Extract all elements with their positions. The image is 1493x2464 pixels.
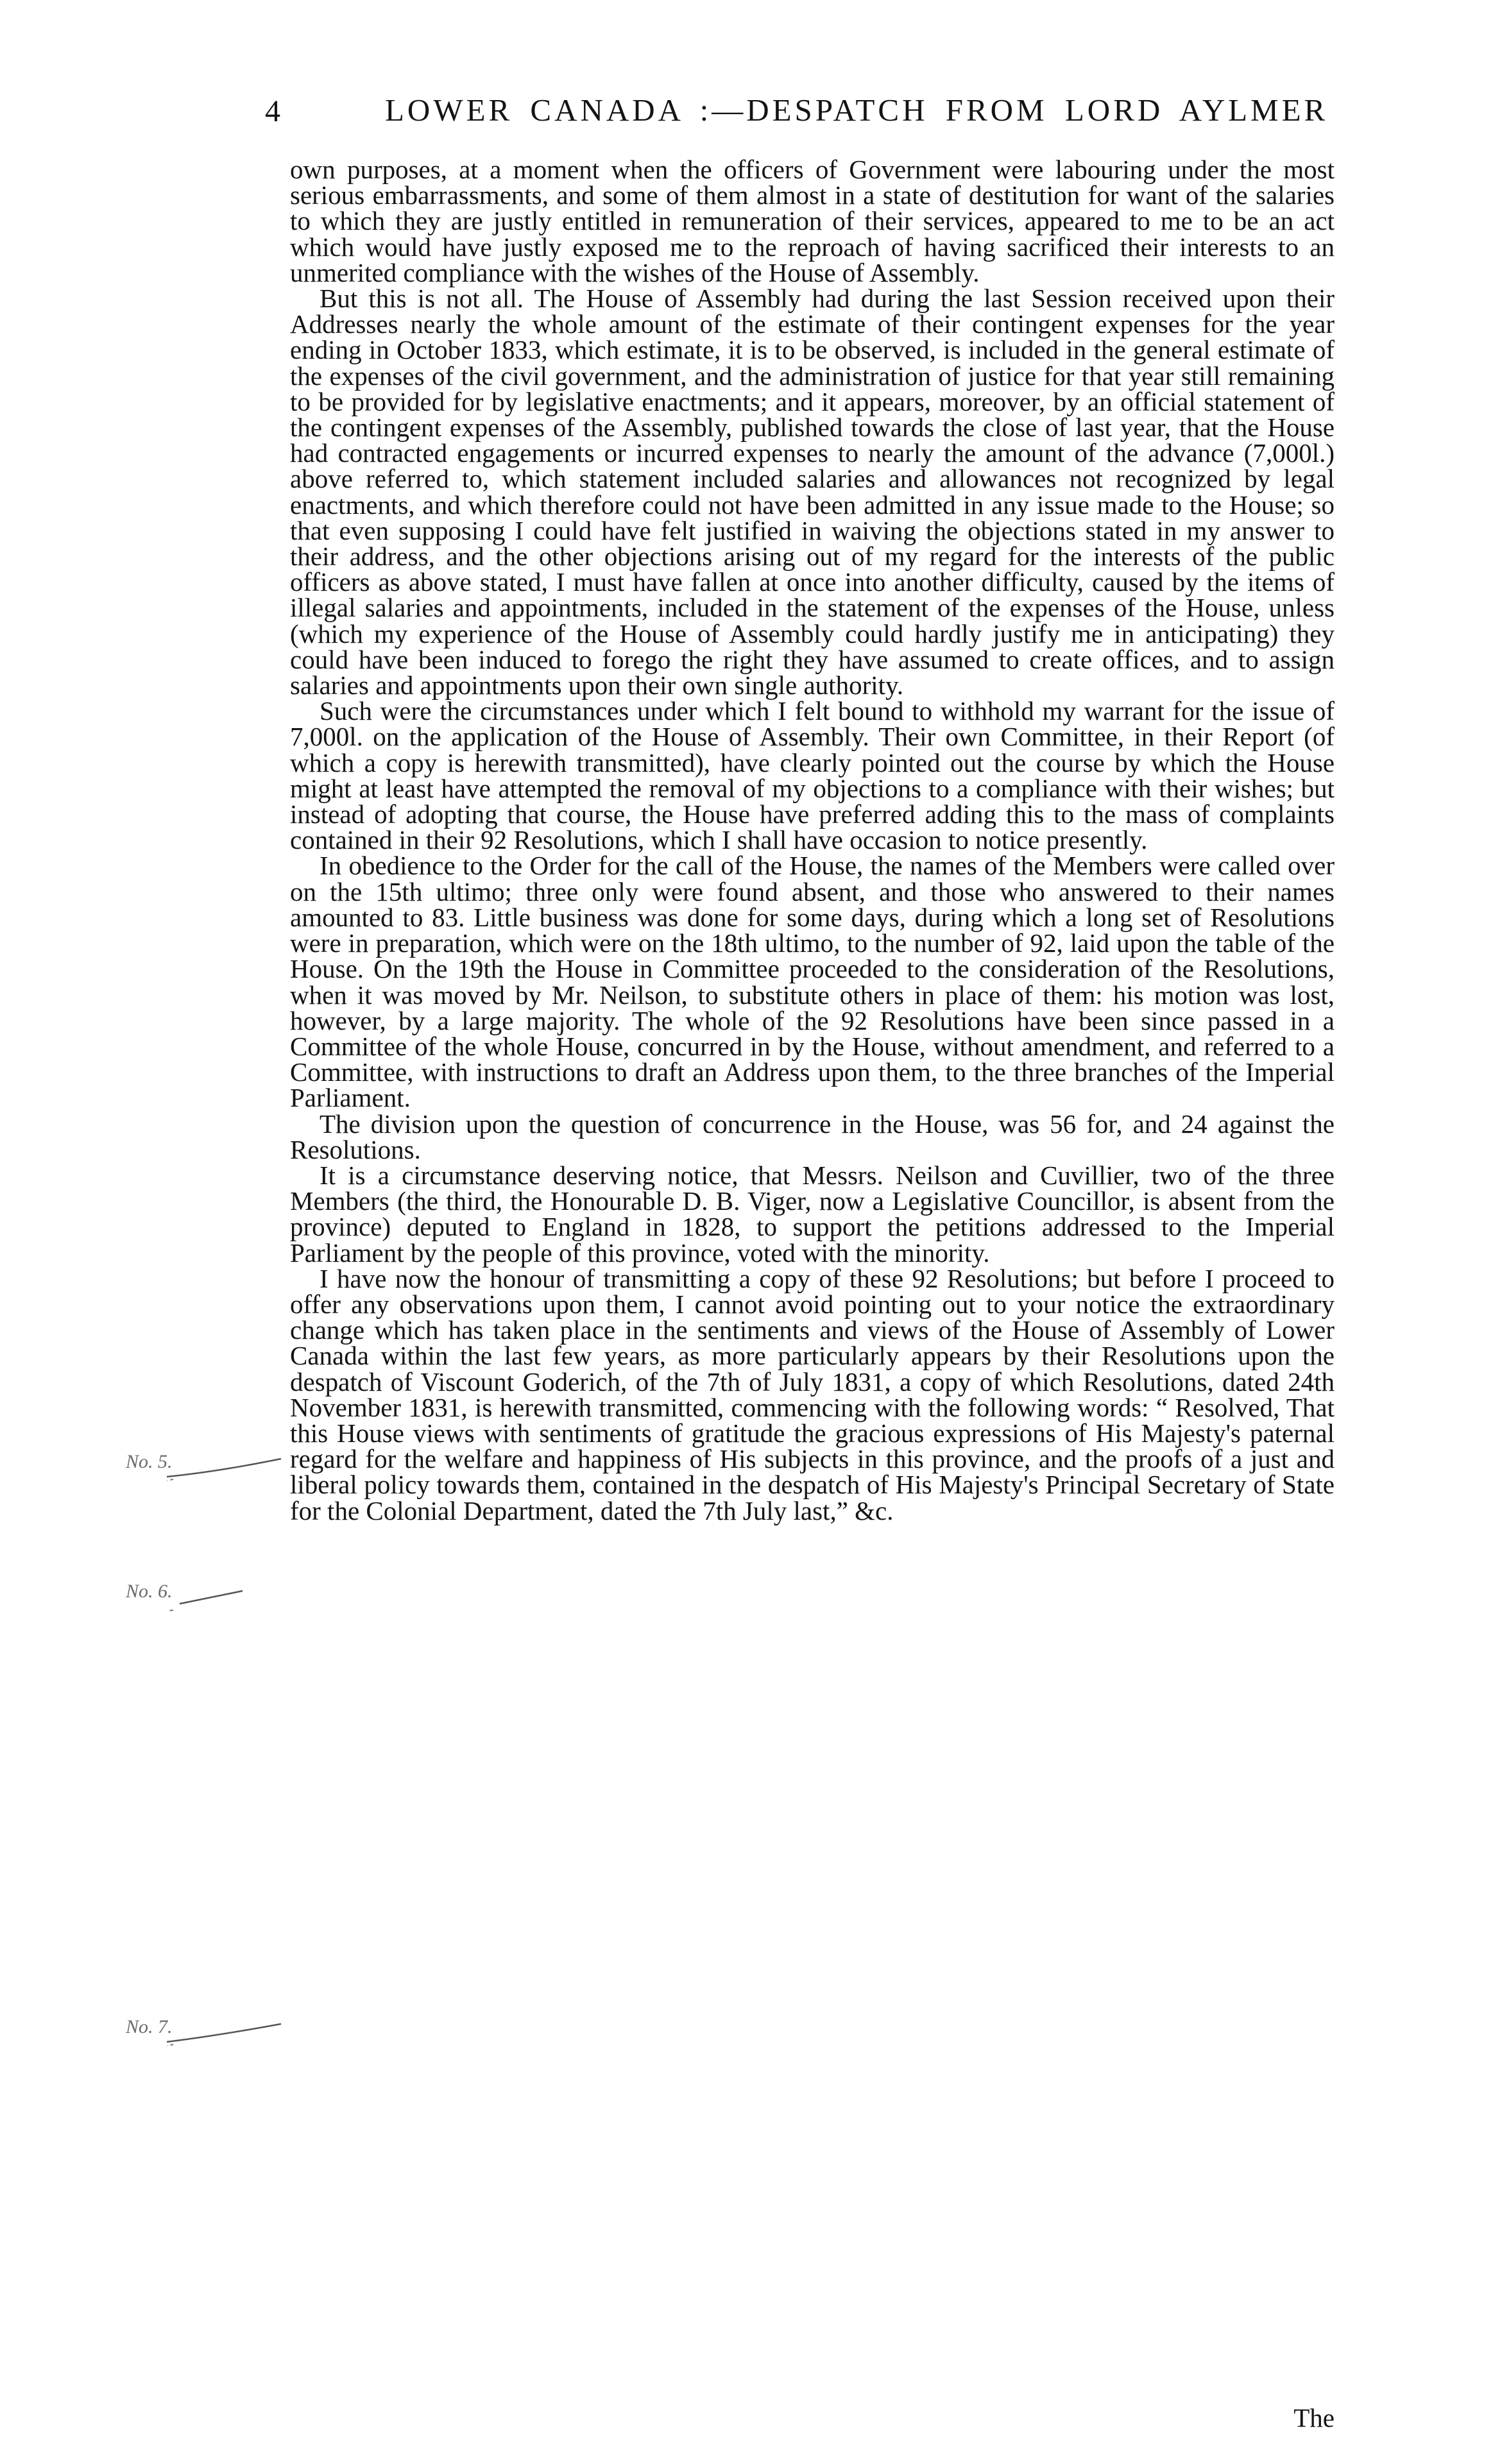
paragraph: I have now the honour of transmitting a copy of these 92 Resolutions; but before I proceed to offer any observations upon them, I cannot avoid pointing out to your notice the extraordinary change which has taken place in the sentiments and views of the House of Assembly of Lower Canada within the last few years, as more particularly appears by their Resolutions upon the despatch of Viscount Goderich, of the 7th of July 1831, a copy of which Resolutions, dated 24th November 1831, is herewith transmitted, commencing with the following words: “ Resolved, That this House views with sentiments of gratitude the gracious expressions of His Majesty's paternal regard for the welfare and happiness of His subjects in this province, and the proofs of a just and liberal policy towards them, contained in the despatch of His Majesty's Principal Secretary of State for the Colonial Department, dated the 7th July last,” &c.: [290, 1263, 1335, 1525]
margin-note-label: No. 6.: [126, 1581, 173, 1602]
margin-leader-line: [167, 1457, 282, 1486]
paragraph: It is a circumstance deserving notice, that Messrs. Neilson and Cuvillier, two of the three Members (the third, the Honourable D. B. Viger, now a Legislative Councillor, is absent from the province) deputed to England in 1828, to support the petitions addressed to the Imperial Parliament by the people of this province, voted with the minority.: [290, 1160, 1335, 1268]
paragraph: But this is not all. The House of Assembly had during the last Session received upon their Addresses nearly the whole amount of the estimate of their contingent expenses for the year ending in October 1833, which estimate, it is to be observed, is included in the general estimate of the expenses of the civil government, and the administration of justice for that year still remaining to be provided for by legislative enactments; and it appears, moreover, by an official statement of the contingent expenses of the Assembly, published towards the close of last year, that the House had contracted engagements or incurred expenses to nearly the amount of the advance (7,000l.) above referred to, which statement included salaries and allowances not recognized by legal enactments, and which therefore could not have been admitted in any issue made to the House; so that even supposing I could have felt justified in waiving the objections stated in my answer to their address, and the other objections arising out of my regard for the interests of the public officers as above stated, I must have fallen at once into another difficulty, caused by the items of illegal salaries and appointments, included in the statement of the expenses of the House, unless (which my experience of the House of Assembly could hardly justify me in anticipating) they could have been induced to forego the right they have assumed to create offices, and to assign salaries and appointments upon their own single authority.: [290, 284, 1335, 701]
body-text: [290, 157, 1335, 1524]
paragraph: own purposes, at a moment when the officers of Government were labouring under the most serious embarrassments, and some of them almost in a state of destitution for want of the salaries to which they are justly entitled in remuneration of their services, appeared to me to be an act which would have justly exposed me to the reproach of having sacrificed their interests to an unmerited compliance with the wishes of the House of Assembly.: [290, 155, 1335, 287]
margin-leader-line: [167, 2023, 282, 2051]
running-head: LOWER CANADA :—DESPATCH FROM LORD AYLMER: [385, 92, 1329, 128]
paragraph: Such were the circumstances under which I felt bound to withhold my warrant for the issue of 7,000l. on the application of the House of Assembly. Their own Committee, in their Report (of which a copy is herewith transmitted), have clearly pointed out the course by which the House might at least have attempted the removal of my objections to a compliance with their wishes; but instead of adopting that course, the House have preferred adding this to the mass of complaints contained in their 92 Resolutions, which I shall have occasion to notice presently.: [290, 696, 1335, 855]
paragraph: In obedience to the Order for the call of the House, the names of the Members were called over on the 15th ultimo; three only were found absent, and those who answered to their names amounted to 83. Little business was done for some days, during which a long set of Resolutions were in preparation, which were on the 18th ultimo, to the number of 92, laid upon the table of the House. On the 19th the House in Committee proceeded to the consideration of the Resolutions, when it was moved by Mr. Neilson, to substitute others in place of them: his motion was lost, however, by a large majority. The whole of the 92 Resolutions have been since passed in a Committee of the whole House, concurred in by the House, without amendment, and referred to a Committee, with instructions to draft an Address upon them, to the three branches of the Imperial Parliament.: [290, 851, 1335, 1113]
margin-note: [126, 1451, 173, 1473]
margin-leader-line: [167, 1587, 282, 1615]
margin-note-label: No. 5.: [126, 1451, 173, 1472]
margin-note: [126, 2016, 173, 2038]
paragraph: The division upon the question of concurrence in the House, was 56 for, and 24 against the Resolutions.: [290, 1109, 1335, 1164]
margin-note-label: No. 7.: [126, 2016, 173, 2037]
margin-note: [126, 1581, 173, 1602]
catchword: The: [1293, 2403, 1335, 2433]
page-number: 4: [265, 94, 281, 128]
